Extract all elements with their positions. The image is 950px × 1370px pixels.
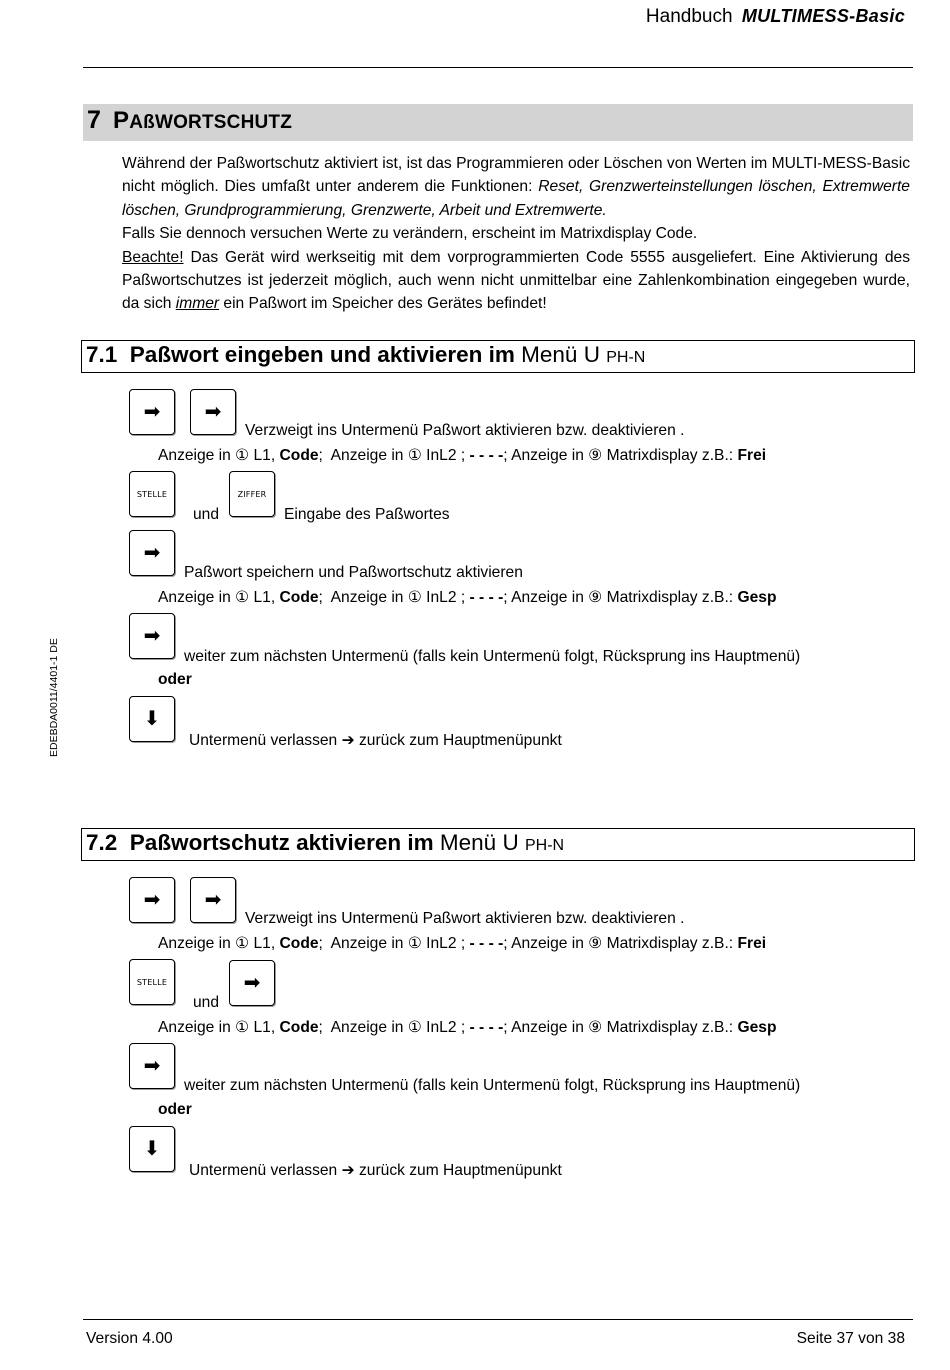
right-arrow-icon: ➡ xyxy=(243,972,261,994)
section-title: Paßwortschutz aktivieren im xyxy=(129,830,434,855)
chapter-title-cap: P xyxy=(113,107,130,134)
intro-p1-plain: Während der Paßwortschutz aktiviert ist, ist das Programmieren oder Löschen von Werten im MULTI-MESS-Basic nicht möglich. Dies umfaßt unter anderem die Funktionen: xyxy=(122,155,910,196)
right-arrow-key[interactable] xyxy=(129,389,175,435)
instruction-text: weiter zum nächsten Untermenü (falls kein Untermenü folgt, Rücksprung ins Hauptmenü) xyxy=(184,648,801,665)
display-info: Anzeige in ① L1, Code; Anzeige in ① InL2 ; - - - -; Anzeige in ⑨ Matrixdisplay z.B.: Gesp xyxy=(158,1019,777,1036)
circled-9-icon: ⑨ xyxy=(588,589,603,606)
ziffer-key-label: ZIFFER xyxy=(237,489,267,499)
circled-1-icon: ① xyxy=(235,935,250,952)
right-arrow-key[interactable] xyxy=(129,530,175,576)
chapter-number: 7 xyxy=(87,106,101,134)
chapter-title-rest: AßWORTSCHUTZ xyxy=(129,112,293,133)
display-info: Anzeige in ① L1, Code; Anzeige in ① InL2 ; - - - -; Anzeige in ⑨ Matrixdisplay z.B.: Frei xyxy=(158,447,767,464)
right-arrow-icon: ➡ xyxy=(143,542,161,564)
section-number: 7.1 xyxy=(86,342,118,367)
document-code: EDEBDA0011/4401-1 DE xyxy=(48,638,60,757)
section-menu: Menü U xyxy=(521,342,600,367)
beachte-label: Beachte! xyxy=(122,248,184,266)
oder-text: oder xyxy=(158,671,192,688)
chapter-title xyxy=(113,107,292,135)
header-rule xyxy=(83,67,913,68)
und-text: und xyxy=(193,506,220,523)
footer-rule xyxy=(83,1319,913,1320)
instruction-text: weiter zum nächsten Untermenü (falls kein Untermenü folgt, Rücksprung ins Hauptmenü) xyxy=(184,1077,801,1094)
circled-1-icon: ① xyxy=(407,1019,422,1036)
circled-9-icon: ⑨ xyxy=(588,447,603,464)
right-arrow-icon: ➔ xyxy=(341,732,355,749)
down-arrow-icon: ⬇ xyxy=(143,1138,161,1160)
stelle-key-label: STELLE xyxy=(136,489,168,499)
circled-9-icon: ⑨ xyxy=(588,935,603,952)
right-arrow-icon: ➡ xyxy=(143,625,161,647)
circled-1-icon: ① xyxy=(235,1019,250,1036)
instruction-text: Verzweigt ins Untermenü Paßwort aktivieren bzw. deaktivieren . xyxy=(245,422,685,439)
circled-1-icon: ① xyxy=(235,447,250,464)
right-arrow-key[interactable] xyxy=(129,1043,175,1089)
section-number: 7.2 xyxy=(86,830,118,855)
down-arrow-icon: ⬇ xyxy=(143,708,161,730)
exit-instruction: Untermenü verlassen ➔ zurück zum Hauptmenüpunkt xyxy=(189,1162,562,1179)
right-arrow-icon: ➡ xyxy=(143,1055,161,1077)
stelle-key-label: STELLE xyxy=(136,977,168,987)
intro-paragraph-1 xyxy=(122,152,910,222)
exit-instruction: Untermenü verlassen ➔ zurück zum Hauptmenüpunkt xyxy=(189,732,562,749)
section-menu-code: PH-N xyxy=(524,837,565,854)
right-arrow-icon: ➡ xyxy=(143,889,161,911)
instruction-text: Eingabe des Paßwortes xyxy=(284,506,450,523)
header-product-name: MULTIMESS-Basic xyxy=(741,6,905,26)
intro-paragraph-2: Falls Sie dennoch versuchen Werte zu verändern, erscheint im Matrixdisplay Code. xyxy=(122,225,698,243)
section-7-2-heading xyxy=(81,828,915,861)
intro-paragraph-3 xyxy=(122,246,910,316)
stelle-key[interactable] xyxy=(129,959,175,1005)
und-text: und xyxy=(193,994,220,1011)
right-arrow-key[interactable] xyxy=(190,877,236,923)
section-menu-code: PH-N xyxy=(606,349,646,366)
instruction-text: Paßwort speichern und Paßwortschutz aktivieren xyxy=(184,564,523,581)
right-arrow-key[interactable] xyxy=(129,877,175,923)
circled-1-icon: ① xyxy=(235,589,250,606)
right-arrow-icon: ➔ xyxy=(341,1162,355,1179)
intro-text xyxy=(122,152,910,316)
page-header xyxy=(646,6,905,28)
right-arrow-icon: ➡ xyxy=(143,401,161,423)
section-7-1-heading xyxy=(81,340,915,373)
section-title: Paßwort eingeben und aktivieren im xyxy=(129,342,515,367)
right-arrow-key[interactable] xyxy=(229,960,275,1006)
footer-page-number: Seite 37 von 38 xyxy=(796,1330,905,1347)
right-arrow-icon: ➡ xyxy=(204,889,222,911)
intro-p3-text: Das Gerät wird werkseitig mit dem vorprogrammierten Code 5555 ausgeliefert. Eine Aktivierung des Paßwortschutzes ist jederzeit möglich, auch wenn nicht unmittelbar eine Zahlenkombination eingegeben wurde, da sich xyxy=(122,248,910,313)
section-menu: Menü U xyxy=(439,830,519,855)
right-arrow-key[interactable] xyxy=(129,613,175,659)
intro-p1-italic: Reset, Grenzwerteinstellungen löschen, Extremwerte löschen, Grundprogrammierung, Grenzwerte, Arbeit und Extremwerte. xyxy=(122,178,910,219)
circled-1-icon: ① xyxy=(407,447,422,464)
circled-1-icon: ① xyxy=(407,935,422,952)
circled-9-icon: ⑨ xyxy=(588,1019,603,1036)
down-arrow-key[interactable] xyxy=(129,696,175,742)
immer-emphasis: immer xyxy=(175,295,220,313)
right-arrow-key[interactable] xyxy=(190,389,236,435)
footer-version: Version 4.00 xyxy=(86,1330,173,1347)
intro-p3-end: ein Paßwort im Speicher des Gerätes befindet! xyxy=(219,295,547,313)
circled-1-icon: ① xyxy=(407,589,422,606)
header-prefix: Handbuch xyxy=(645,6,733,27)
oder-text: oder xyxy=(158,1101,192,1118)
display-info: Anzeige in ① L1, Code; Anzeige in ① InL2 ; - - - -; Anzeige in ⑨ Matrixdisplay z.B.: Frei xyxy=(158,935,767,952)
chapter-heading xyxy=(83,104,913,141)
display-info: Anzeige in ① L1, Code; Anzeige in ① InL2 ; - - - -; Anzeige in ⑨ Matrixdisplay z.B.: Gesp xyxy=(158,589,777,606)
instruction-text: Verzweigt ins Untermenü Paßwort aktivieren bzw. deaktivieren . xyxy=(245,910,685,927)
stelle-key[interactable] xyxy=(129,471,175,517)
right-arrow-icon: ➡ xyxy=(204,401,222,423)
down-arrow-key[interactable] xyxy=(129,1126,175,1172)
ziffer-key[interactable] xyxy=(229,471,275,517)
